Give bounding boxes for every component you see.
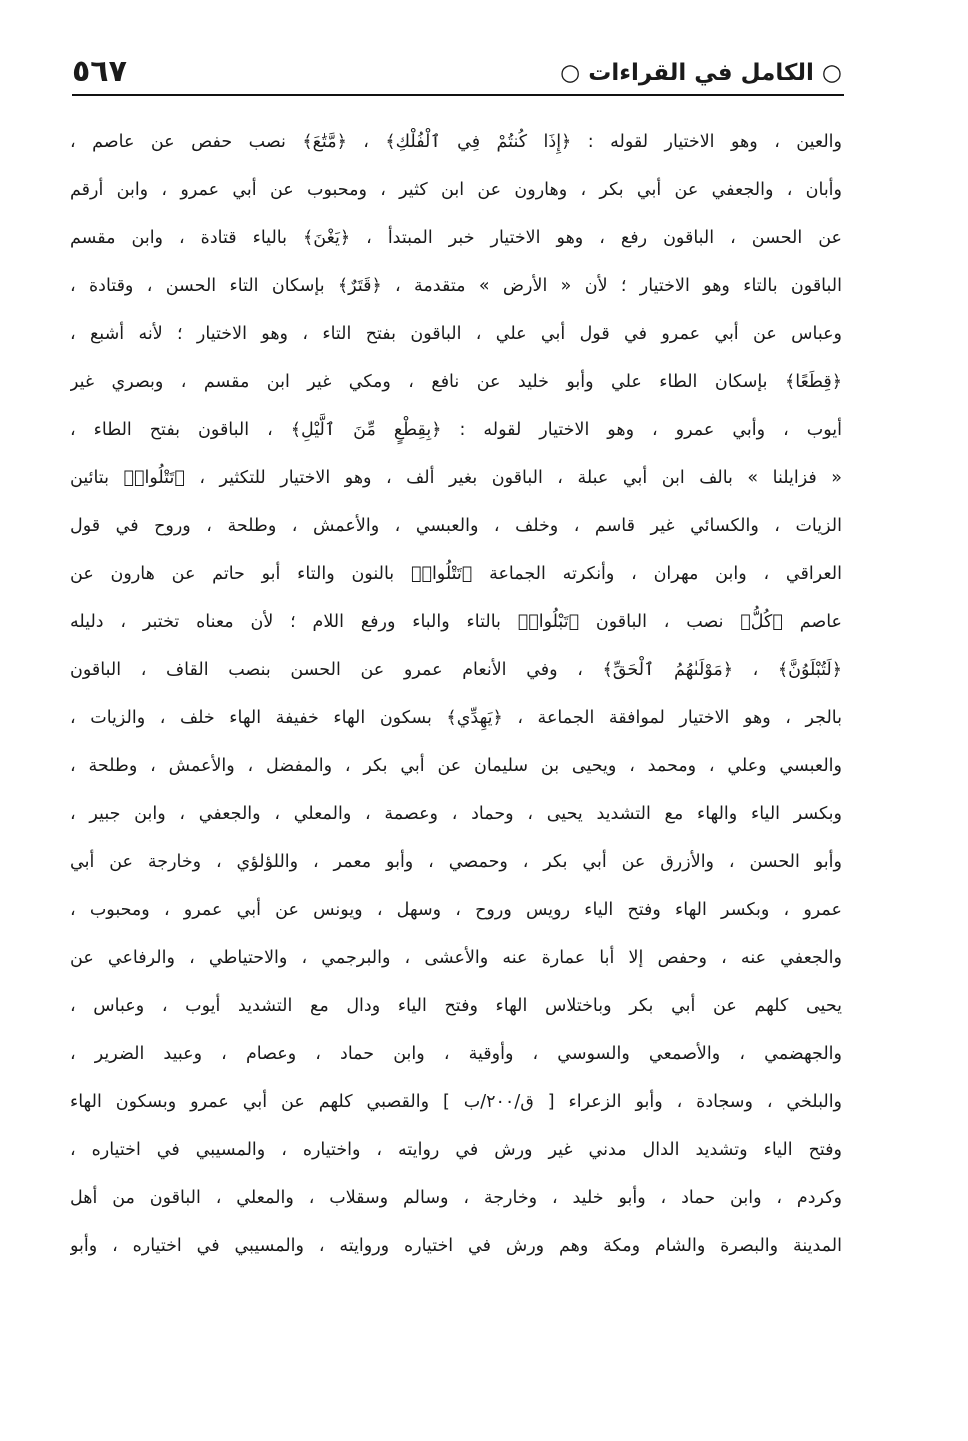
text-line: « فزايلنا » بالف ابن أبي عبلة ، الباقون بغير ألف ، وهو الاختيار للتكثير ، ﴿تَتْلُوا۟﴾ بتائين <box>70 468 842 488</box>
text-line: عن الحسن ، الباقون رفع ، وهو الاختيار خبر المبتدأ ، ﴿يَغْنَ﴾ بالياء قتادة ، وابن مقسم <box>70 228 842 248</box>
text-line: وكردم ، وابن حماد ، وأبو خليد ، وخارجة ، وسالم وسقلاب ، والمعلي ، الباقون من أهل <box>70 1188 842 1208</box>
text-line: الباقون بالتاء وهو الاختيار ؛ لأن « الأرض » متقدمة ، ﴿قَتَرٌ﴾ بإسكان التاء الحسن ، وقتادة ، <box>70 276 842 296</box>
text-line: ﴿لَتُبْلَوُنَّ﴾ ، ﴿مَوْلَىٰهُمُ ٱلْحَقِّ﴾ ، وفي الأنعام عمرو عن الحسن بنصب القاف ، الباقون <box>70 660 842 680</box>
text-line: والعين ، وهو الاختيار لقوله : ﴿إِذَا كُنتُمْ فِي ٱلْفُلْكِ﴾ ، ﴿مَّتَٰعَ﴾ نصب حفص عن عاصم ، <box>70 132 842 152</box>
text-line: يحيى كلهم عن أبي بكر وباختلاس الهاء وفتح الياء ودال مع التشديد أيوب ، وعباس ، <box>70 996 842 1016</box>
text-line: والبلخي ، وسجادة ، وأبو الزعراء [ ق/٢٠٠/ب ] والقصبي كلهم عن أبي عمرو وبسكون الهاء <box>70 1092 842 1112</box>
text-line: وأبان ، والجعفي عن أبي بكر ، وهارون عن ابن كثير ، ومحبوب عن أبي عمرو ، وابن أرقم <box>70 180 842 200</box>
text-line: عاصم ﴿كُلُّ﴾ نصب ، الباقون ﴿تَبْلُوا۟﴾ بالتاء والباء ورفع اللام ؛ لأن معناه تختبر ، دليله <box>70 612 842 632</box>
page-number: ٥٦٧ <box>72 54 127 89</box>
header-rule <box>72 94 844 96</box>
text-line: المدينة والبصرة والشام ومكة وهم ورش في اختياره وروايته ، والمسيبي في اختياره ، وأبو <box>70 1236 842 1256</box>
text-line: عمرو ، وبكسر الهاء وفتح الياء رويس وروح ، وسهل ، ويونس عن أبي عمرو ، ومحبوب ، <box>70 900 842 920</box>
text-line: وعباس عن أبي عمرو في قول أبي علي ، الباقون بفتح التاء ، وهو الاختيار ؛ لأنه أشبع ، <box>70 324 842 344</box>
body-text <box>70 118 842 1270</box>
text-line: وبكسر الياء والهاء مع التشديد يحيى ، وحماد ، وعصمة ، والمعلي ، والجعفي ، وابن جبير ، <box>70 804 842 824</box>
text-line: والجهضمي ، والأصمعي والسوسي ، وأوقية ، وابن حماد ، وعصام ، وعبيد الضرير ، <box>70 1044 842 1064</box>
text-line: أيوب ، وأبي عمرو ، وهو الاختيار لقوله : ﴿بِقِطْعٍ مِّنَ ٱلَّيْلِ﴾ ، الباقون بفتح الطاء ، <box>70 420 842 440</box>
text-line: الزيات ، والكسائي غير قاسم ، وخلف ، والعبسي ، والأعمش ، وطلحة ، وروح في قول <box>70 516 842 536</box>
text-line: والعبسي وعلي ، ومحمد ، ويحيى بن سليمان عن أبي بكر ، والمفضل ، والأعمش ، وطلحة ، <box>70 756 842 776</box>
text-line: وفتح الياء وتشديد الدال مدني غير ورش في روايته ، واختياره ، والمسيبي في اختياره ، <box>70 1140 842 1160</box>
text-line: العراقي ، وابن مهران ، وأنكرته الجماعة ﴿تَتْلُوا۟﴾ بالنون والتاء أبو حاتم عن هارون عن <box>70 564 842 584</box>
running-title: ○ الكامل في القراءات ○ <box>560 60 842 86</box>
text-line: ﴿قِطَعًا﴾ بإسكان الطاء علي وأبو خليد عن نافع ، ومكي غير ابن مقسم ، وبصري غير <box>70 372 842 392</box>
text-line: بالجر ، وهو الاختيار لموافقة الجماعة ، ﴿يَهِدِّي﴾ بسكون الهاء خفيفة الهاء خلف ، والزيات ، <box>70 708 842 728</box>
text-line: والجعفي عنه ، وحفص إلا أبا عمارة عنه والأعشى ، والبرجمي ، والاحتياطي ، والرفاعي عن <box>70 948 842 968</box>
text-line: وأبو الحسن ، والأزرق عن أبي بكر ، وحمصي ، وأبو معمر ، واللؤلؤي ، وخارجة عن أبي <box>70 852 842 872</box>
page-header <box>72 52 842 96</box>
